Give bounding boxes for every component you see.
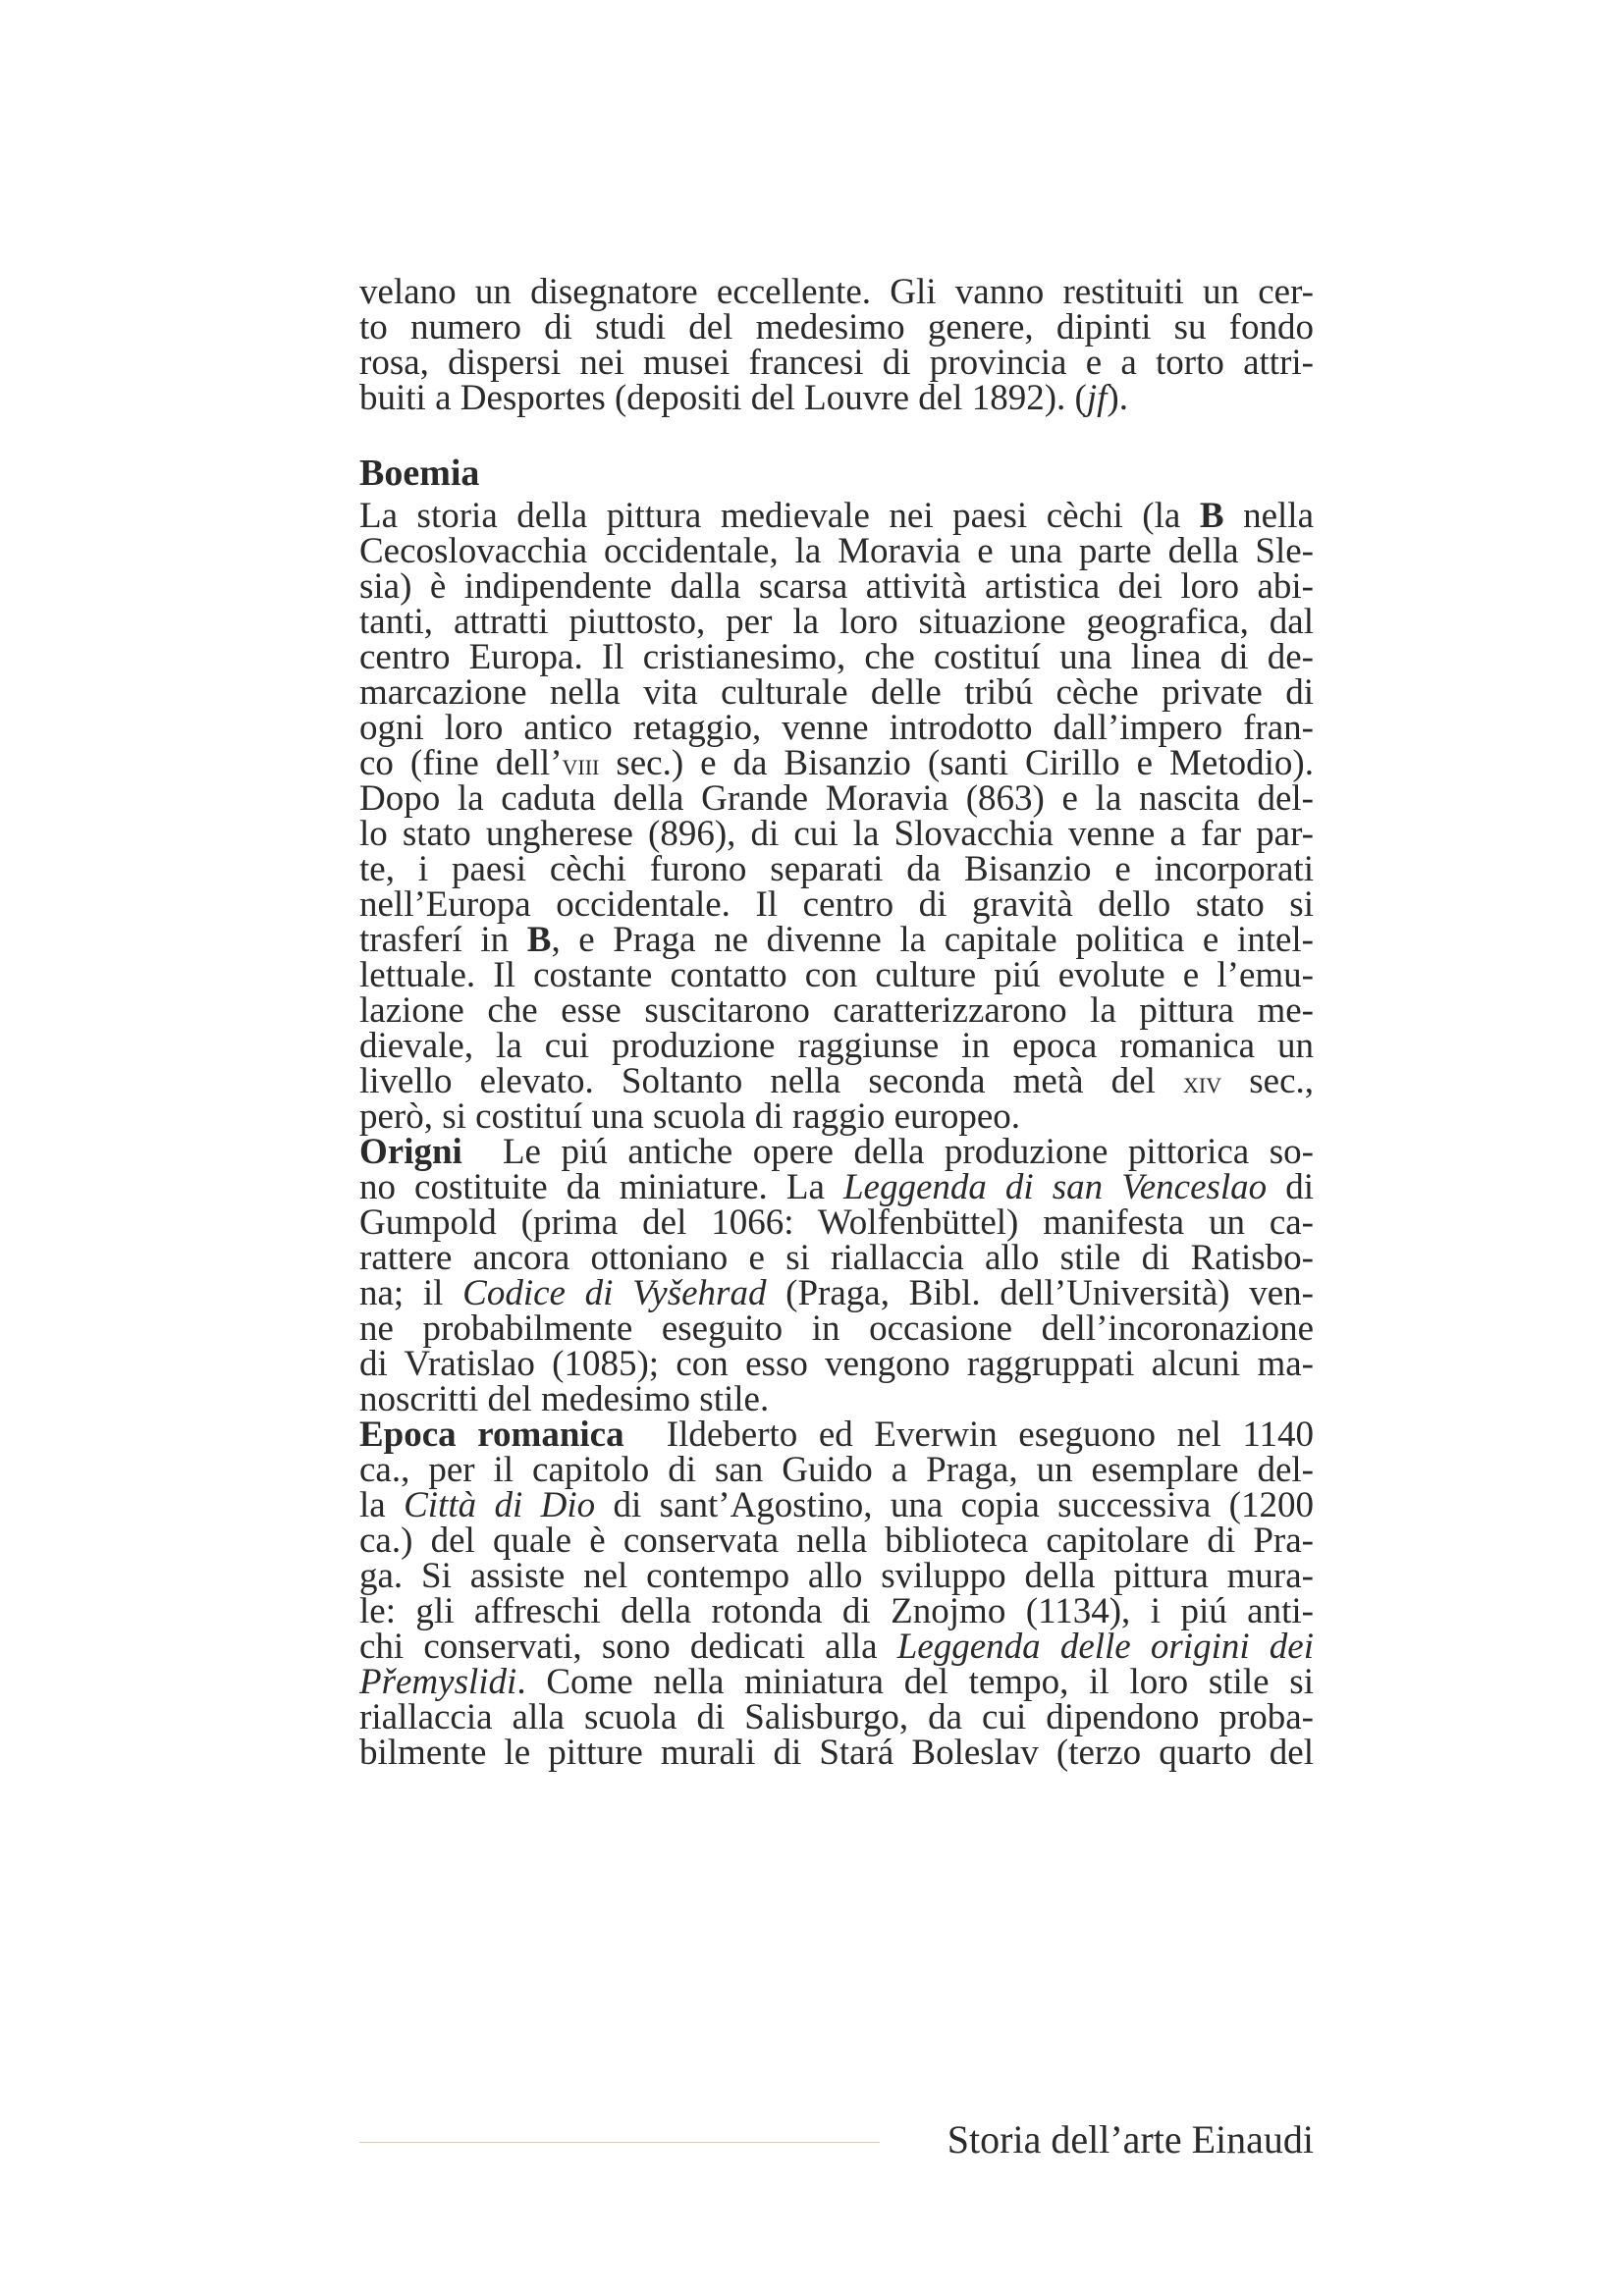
text-line: Cecoslovacchia occidentale, la Moravia e una parte della Sle- [359, 531, 1314, 571]
text-line: ogni loro antico retaggio, venne introdotto dall’impero fran- [359, 708, 1314, 748]
text-line: velano un disegnatore eccellente. Gli vanno restituiti un cer- [359, 272, 1314, 312]
text-line: rattere ancora ottoniano e si riallaccia allo stile di Ratisbo- [359, 1238, 1314, 1278]
author-initials: jf [1086, 378, 1108, 418]
main-text-column [359, 272, 1315, 1773]
text-line: te, i paesi cèchi furono separati da Bisanzio e incorporati [359, 849, 1314, 889]
text-line: di Vratislao (1085); con esso vengono raggruppati alcuni ma- [359, 1344, 1314, 1384]
text-line: bilmente le pitture murali di Stará Boleslav (terzo quarto del [359, 1733, 1314, 1773]
text-line: lazione che esse suscitarono caratterizzarono la pittura me- [359, 990, 1314, 1031]
text-line: Epoca romanica Ildeberto ed Everwin eseguono nel 1140 [359, 1415, 1314, 1455]
text-line: na; il Codice di Vyšehrad (Praga, Bibl. dell’Università) ven- [359, 1273, 1314, 1313]
text-line: Dopo la caduta della Grande Moravia (863) e la nascita del- [359, 778, 1314, 819]
text-line: sia) è indipendente dalla scarsa attività artistica dei loro abi- [359, 566, 1314, 607]
text-line: centro Europa. Il cristianesimo, che costituí una linea di de- [359, 637, 1314, 677]
text-line: ga. Si assiste nel contempo allo sviluppo della pittura mura- [359, 1556, 1314, 1596]
text-line: ca.) del quale è conservata nella biblioteca capitolare di Pra- [359, 1521, 1314, 1561]
text-line: Origni Le piú antiche opere della produzione pittorica so- [359, 1132, 1314, 1172]
text-line: riallaccia alla scuola di Salisburgo, da cui dipendono proba- [359, 1697, 1314, 1737]
text-line: Přemyslidi. Come nella miniatura del tempo, il loro stile si [359, 1662, 1314, 1702]
text-line: buiti a Desportes (depositi del Louvre del 1892). (jf). [359, 378, 1128, 418]
text-line: ca., per il capitolo di san Guido a Praga, un esemplare del- [359, 1450, 1314, 1490]
text-line: marcazione nella vita culturale delle tribú cèche private di [359, 672, 1314, 713]
text-line: livello elevato. Soltanto nella seconda metà del xiv sec., [359, 1061, 1314, 1101]
text-line: lo stato ungherese (896), di cui la Slovacchia venne a far par- [359, 814, 1314, 854]
text-line: la Città di Dio di sant’Agostino, una copia successiva (1200 [359, 1485, 1314, 1525]
subsection-label: Origni [359, 1132, 462, 1172]
section-heading: Boemia [359, 453, 480, 494]
subsection-label: Epoca romanica [359, 1415, 624, 1455]
text-line: co (fine dell’viii sec.) e da Bisanzio (santi Cirillo e Metodio). [359, 743, 1314, 783]
text-line: Gumpold (prima del 1066: Wolfenbüttel) manifesta un ca- [359, 1202, 1314, 1243]
text-line: no costituite da miniature. La Leggenda di san Venceslao di [359, 1167, 1315, 1207]
text-line: trasferí in B, e Praga ne divenne la capitale politica e intel- [359, 920, 1314, 960]
text-line: noscritti del medesimo stile. [359, 1379, 770, 1419]
text-line: però, si costituí una scuola di raggio europeo. [359, 1096, 1021, 1137]
text-line: rosa, dispersi nei musei francesi di provincia e a torto attri- [359, 343, 1314, 383]
text-line: nell’Europa occidentale. Il centro di gravità dello stato si [359, 884, 1314, 925]
text-line: lettuale. Il costante contatto con culture piú evolute e l’emu- [359, 955, 1314, 995]
footer-publisher-title: Storia dell’arte Einaudi [947, 2117, 1314, 2162]
text-line: La storia della pittura medievale nei paesi cèchi (la B nella [359, 496, 1315, 536]
text-line: chi conservati, sono dedicati alla Leggenda delle origini dei [359, 1627, 1314, 1667]
footer-divider [359, 2142, 880, 2143]
text-line: ne probabilmente eseguito in occasione dell’incoronazione [359, 1308, 1314, 1349]
text-line: dievale, la cui produzione raggiunse in epoca romanica un [359, 1026, 1314, 1066]
text-line: tanti, attratti piuttosto, per la loro situazione geografica, dal [359, 602, 1314, 642]
text-line: le: gli affreschi della rotonda di Znojmo (1134), i piú anti- [359, 1591, 1314, 1631]
text-line: to numero di studi del medesimo genere, dipinti su fondo [359, 307, 1314, 347]
